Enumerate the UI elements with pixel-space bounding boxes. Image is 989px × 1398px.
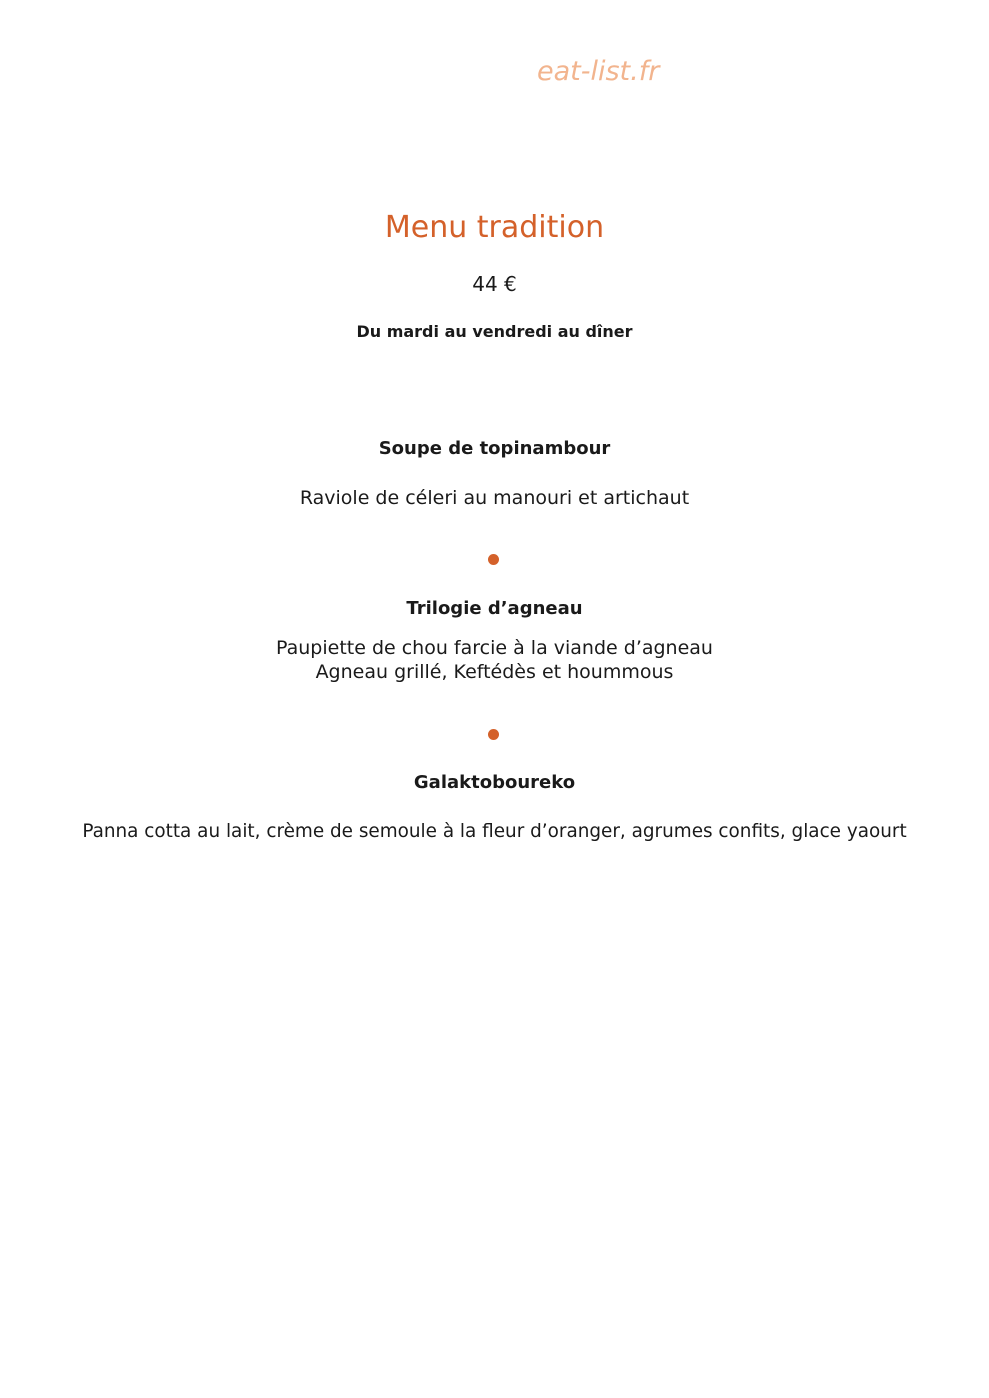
separator-dot [488, 729, 499, 740]
course-name-dessert: Galaktoboureko [413, 772, 576, 793]
separator-dot [488, 554, 499, 565]
menu-availability: Du mardi au vendredi au dîner [356, 322, 633, 341]
description-line: Agneau grillé, Keftédès et hoummous [315, 661, 674, 683]
course-description-starter [0, 486, 989, 510]
menu-title: Menu tradition [384, 210, 605, 245]
description-line: Panna cotta au lait, crème de semoule à la fleur d’oranger, agrumes confits, glace yaourt [82, 821, 907, 842]
menu-price: 44 € [472, 272, 517, 296]
description-line: Raviole de céleri au manouri et artichaut [299, 487, 690, 509]
description-line: Paupiette de chou farcie à la viande d’agneau [276, 637, 713, 659]
course-name-main: Trilogie d’agneau [406, 598, 583, 619]
course-description-main [0, 636, 989, 684]
course-description-dessert [0, 820, 989, 844]
watermark: eat-list.fr [537, 56, 660, 87]
course-name-starter: Soupe de topinambour [378, 438, 611, 459]
